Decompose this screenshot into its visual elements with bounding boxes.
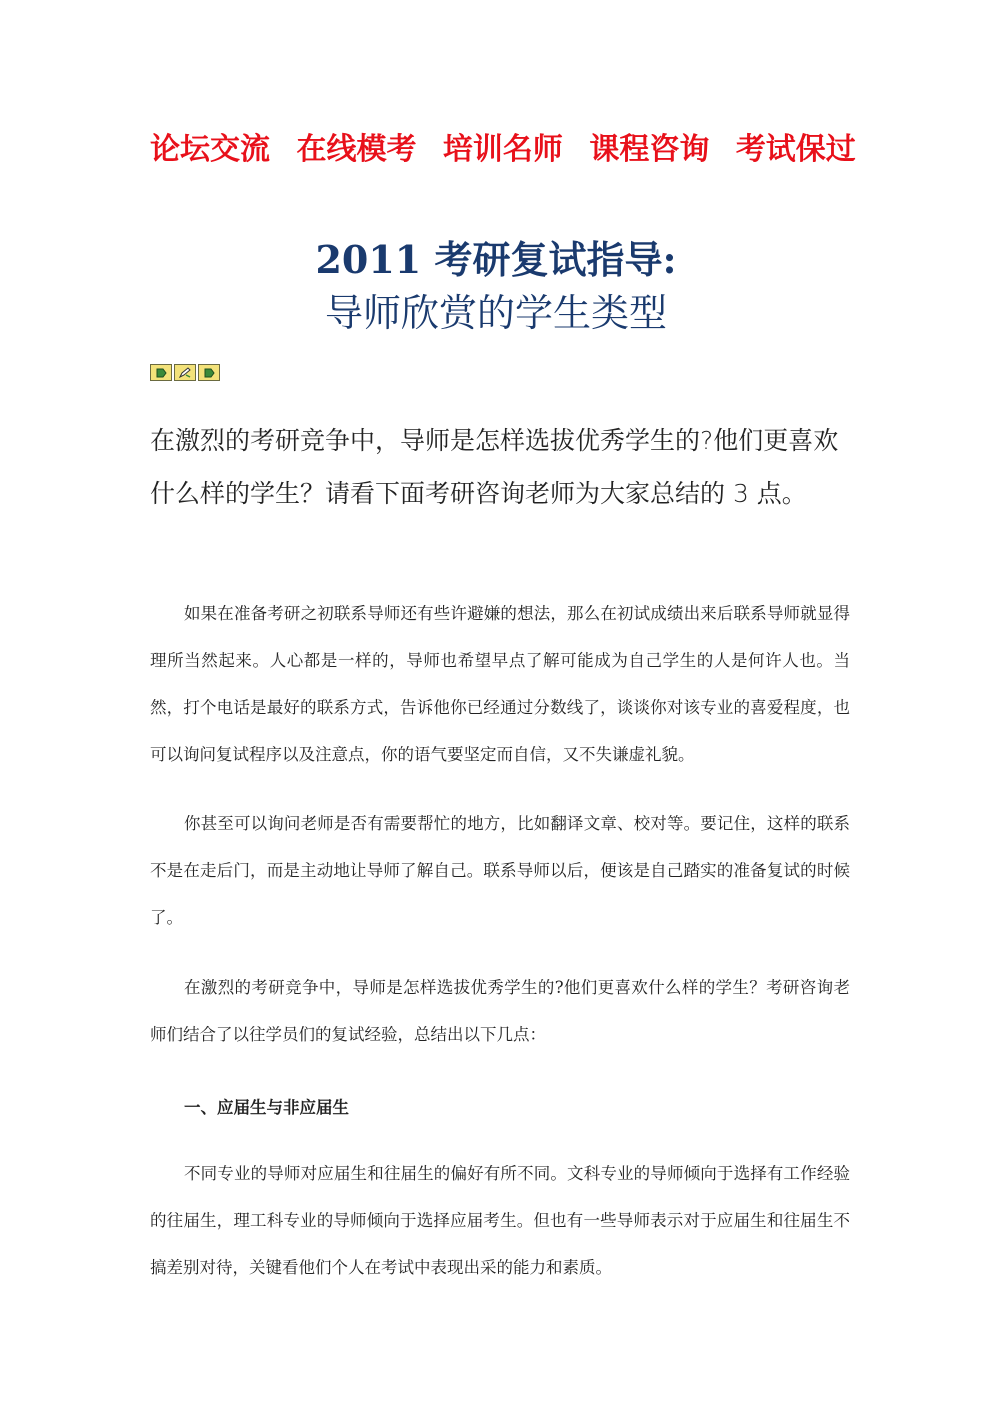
body-paragraph-3: 在激烈的考研竞争中，导师是怎样选拔优秀学生的?他们更喜欢什么样的学生？考研咨询老师们结合了以往学员们的复试经验，总结出以下几点： bbox=[150, 978, 850, 1044]
top-nav bbox=[150, 124, 856, 168]
nav-link-teachers[interactable]: 培训名师 bbox=[442, 132, 563, 167]
section-heading: 一、应届生与非应届生 bbox=[184, 1098, 349, 1117]
nav-link-exam-guarantee[interactable]: 考试保过 bbox=[735, 132, 856, 167]
prev-arrow-icon[interactable] bbox=[150, 364, 172, 381]
lead-paragraph: 在激烈的考研竞争中，导师是怎样选拔优秀学生的?他们更喜欢什么样的学生？请看下面考研咨询老师为大家总结的 3 点。 bbox=[150, 426, 839, 508]
nav-link-mock-exam[interactable]: 在线模考 bbox=[296, 132, 417, 167]
page-title-line1: 2011 考研复试指导: bbox=[315, 237, 677, 282]
next-arrow-icon[interactable] bbox=[198, 364, 220, 381]
nav-link-course-consult[interactable]: 课程咨询 bbox=[589, 132, 710, 167]
section-paragraph: 不同专业的导师对应届生和往届生的偏好有所不同。文科专业的导师倾向于选择有工作经验的往届生，理工科专业的导师倾向于选择应届考生。但也有一些导师表示对于应届生和往届生不搞差别对待，关键看他们个人在考试中表现出采的能力和素质。 bbox=[150, 1164, 850, 1277]
icon-toolbar bbox=[150, 364, 220, 381]
body-paragraph-1: 如果在准备考研之初联系导师还有些许避嫌的想法，那么在初试成绩出来后联系导师就显得理所当然起来。人心都是一样的，导师也希望早点了解可能成为自己学生的人是何许人也。当然，打个电话是最好的联系方式，告诉他你已经通过分数线了，谈谈你对该专业的喜爱程度，也可以询问复试程序以及注意点，你的语气要坚定而自信，又不失谦虚礼貌。 bbox=[150, 604, 850, 764]
edit-icon[interactable] bbox=[174, 364, 196, 381]
page-title-line2: 导师欣赏的学生类型 bbox=[324, 291, 667, 335]
body-paragraph-2: 你甚至可以询问老师是否有需要帮忙的地方，比如翻译文章、校对等。要记住，这样的联系不是在走后门，而是主动地让导师了解自己。联系导师以后，便该是自己踏实的准备复试的时候了。 bbox=[150, 814, 850, 927]
nav-link-forum[interactable]: 论坛交流 bbox=[150, 132, 270, 167]
